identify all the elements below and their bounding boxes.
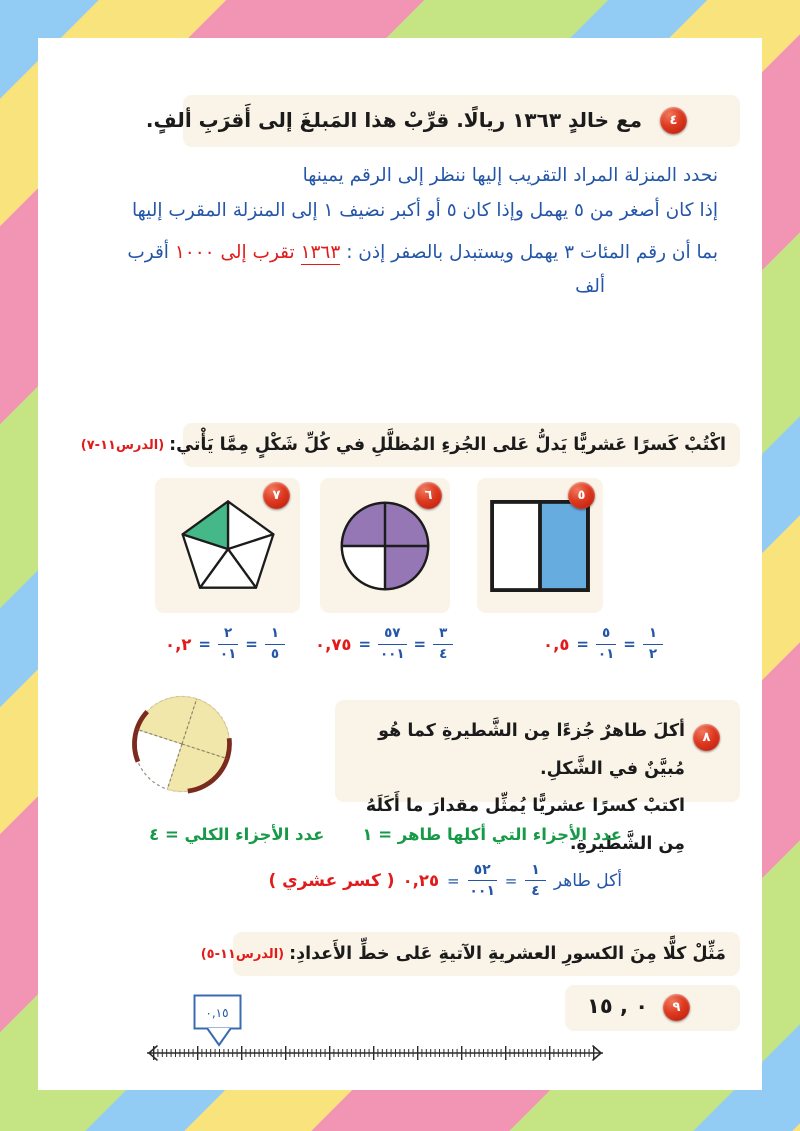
decimal-answer: ٠,٧٥	[315, 634, 352, 654]
circle-quarters-diagram	[338, 499, 432, 593]
solution-line-4: ألف	[575, 276, 605, 297]
fraction: $\frac{٥٧}{٠٠١}$	[379, 624, 405, 662]
question8-badge: ٨	[693, 724, 720, 751]
numberline-heading-text: مَثِّلْ كلًّا مِنَ الكسورِ العشريةِ الآتيةِ عَلى خطِّ الأَعدادِ:	[289, 944, 726, 964]
question4-box	[145, 95, 740, 147]
solution-line-3-prefix: بما أن رقم المئات ٣ يهمل ويستبدل بالصفر إذن :	[340, 242, 718, 263]
fraction: $\frac{١}{٤}$	[525, 862, 546, 899]
fraction: $\frac{٢}{٠١}$	[219, 624, 237, 662]
answer-suffix: ( كسر عشري )	[268, 870, 395, 891]
shape-box-7	[155, 478, 300, 613]
numberline-heading-box	[200, 932, 740, 976]
question8-line-1: أكلَ طاهرٌ جُزءًا مِن الشَّطيرةِ كما هُو مُبيَّنٌ في الشَّكلِ.	[378, 721, 685, 779]
question8-line-2: اكتبْ كسرًا عشريًّا يُمثِّل مقدارَ ما أَكَلَهُ مِن الشَّطيرةِ.	[365, 796, 685, 854]
question9-badge: ٩	[663, 994, 690, 1021]
question9-value: ٠ , ١٥	[587, 994, 649, 1018]
equals-sign: =	[447, 871, 460, 890]
square-half-shaded-diagram	[490, 500, 590, 592]
question4-badge: ٤	[660, 107, 687, 134]
decimal-answer: ٠,٢	[165, 634, 192, 654]
question9-box	[565, 985, 740, 1031]
shape-box-5	[477, 478, 603, 613]
equation-q6	[315, 615, 453, 673]
shaded-half	[540, 501, 588, 589]
question6-badge: ٦	[415, 482, 442, 509]
decimals-lesson-ref: (الدرس١١-٧)	[80, 437, 165, 453]
sandwich-image	[125, 688, 239, 800]
fraction: $\frac{١}{٥}$	[265, 626, 285, 662]
decimal-answer: ٠,٥	[543, 634, 570, 654]
shape-box-6	[320, 478, 450, 613]
equals-sign: =	[504, 871, 518, 890]
eaten-parts-count: عدد الأجزاء التي أكلها طاهر = ١	[362, 825, 622, 844]
numberline-lesson-ref: (الدرس١١-٥)	[200, 946, 285, 962]
fraction: $\frac{٥}{٠١}$	[597, 624, 615, 662]
fraction: $\frac{٣}{٤}$	[433, 626, 453, 662]
solution-line-3	[127, 242, 718, 263]
crust-arc	[132, 710, 148, 762]
solution-line-1: نحدد المنزلة المراد التقريب إليها ننظر إلى الرقم يمينها	[302, 165, 718, 186]
fraction: $\frac{١}{٢}$	[643, 626, 663, 662]
question8-answer-line	[268, 862, 622, 899]
equals-sign: =	[198, 635, 211, 653]
question7-badge: ٧	[263, 482, 290, 509]
question4-text: مع خالدٍ ١٣٦٣ ريالًا. قرِّبْ هذا المَبلغَ إلى أَقرَبِ ألفٍ.	[145, 108, 642, 132]
rounded-number: ١٣٦٣	[300, 242, 341, 263]
answer-prefix: أكل طاهر	[553, 870, 622, 891]
decimals-heading-box	[80, 423, 740, 467]
worksheet-inner-page	[38, 38, 762, 1090]
parts-count-line	[149, 825, 622, 844]
equation-q7	[165, 615, 285, 673]
fraction: $\frac{٥٢}{٠٠١}$	[469, 862, 495, 900]
solution-line-2: إذا كان أصغر من ٥ يهمل وإذا كان ٥ أو أكبر نضيف ١ إلى المنزلة المقرب إليها	[131, 200, 718, 221]
question5-badge: ٥	[568, 482, 595, 509]
rounding-result: تقرب إلى ١٠٠٠	[174, 242, 301, 263]
decimals-heading-text: اكْتُبْ كَسرًا عَشريًّا يَدلُّ عَلى الجُزءِ المُظلَّلِ في كُلِّ شَكْلٍ مِمَّا يَأْتي:	[169, 435, 726, 455]
equation-q5	[543, 615, 663, 673]
pentagon-fifths-diagram	[178, 498, 278, 594]
solution-line-3-suffix: أقرب	[127, 242, 175, 263]
total-parts-count: عدد الأجزاء الكلي = ٤	[149, 825, 325, 844]
callout-value: ٠,١٥	[205, 1006, 229, 1020]
equals-sign: =	[245, 635, 258, 653]
equals-sign: =	[623, 635, 636, 653]
number-line	[135, 1037, 615, 1069]
equals-sign: =	[358, 635, 372, 653]
equals-sign: =	[413, 635, 427, 653]
decimal-answer: ٠,٢٥	[402, 871, 440, 891]
equals-sign: =	[576, 635, 589, 653]
